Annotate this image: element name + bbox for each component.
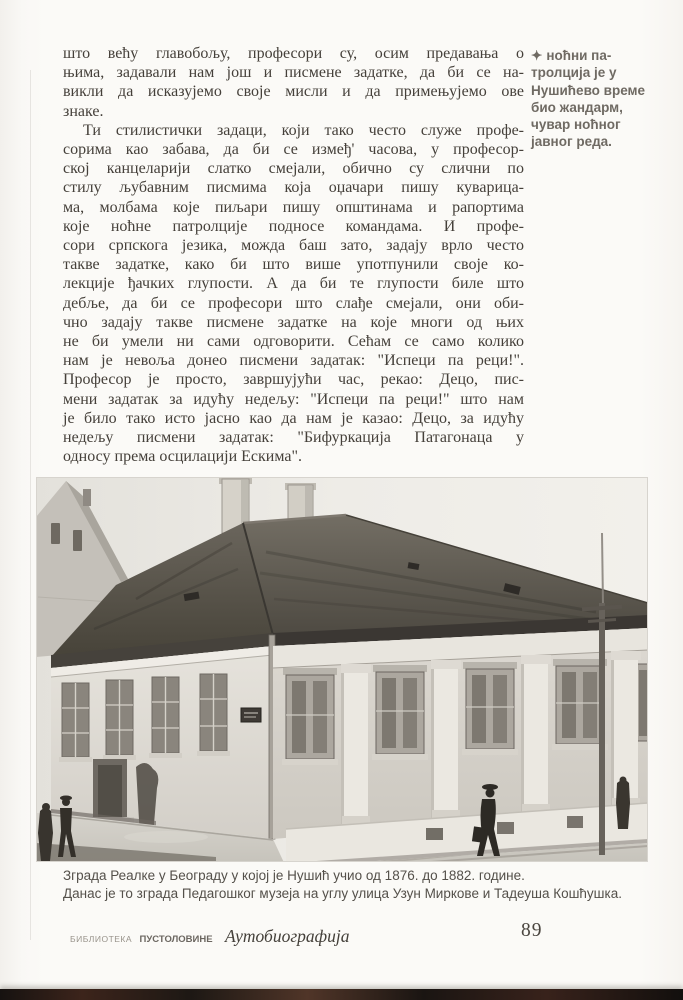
diamond-bullet-icon: ✦ [531,48,543,63]
text-line: је било тако исто јасно као да нам је казао: Децо, за идућу [63,409,524,427]
text-line: односу према осцилацији Ескима". [63,448,303,466]
text-line: не би умели ни сами одговорити. Сећам се само колико [63,333,524,351]
body-text-column [63,44,524,466]
page-number: 89 [521,920,543,941]
street-sign [241,708,261,722]
text-line: које ноћне патролције подносе командама. И профе- [63,217,524,235]
note-line: Нушићево време [531,82,646,98]
scan-edge [0,989,683,1000]
note-line [531,47,649,64]
note-line: јавног реда. [531,134,612,150]
note-line: тролција је у [531,65,617,81]
text-line: ма, молбама које пиљари пишу општинама и рапортима [63,198,524,216]
text-line: што већу главобољу, професори су, осим предавања о [63,45,524,62]
paragraph [63,44,524,121]
text-line: такве задатке, како би што више употпунили своје ко- [63,256,524,274]
photo-illustration [36,477,648,862]
note-line: чувар ноћног [531,117,621,133]
text-line: сорима као забава, да би се измеђ' часова, у професор- [63,141,524,159]
left-facade [51,635,275,839]
text-line: знаке. [63,102,104,120]
note-text: ноћни па- [546,48,612,63]
text-line: њима, задавали нам још и писмене задатке, да би се на- [63,64,524,82]
text-line: стилу љубавним писмима која оџачари пишу куварица- [63,179,524,197]
text-line: недељу писмени задатак: "Бифуркација Патагонаца у [63,429,524,447]
note-line: био жандарм, [531,99,623,115]
book-title: Аутобиографија [225,926,350,946]
library-label: БИБЛИОТЕКА [70,934,133,944]
caption-line: Зграда Реалке у Београду у којој је Нушић учио од 1876. до 1882. године. [63,868,525,883]
realka-building-photo [36,477,648,862]
series-label: ПУСТОЛОВИНЕ [139,934,213,945]
page-crease [30,70,31,940]
text-line: лекције ђачких глупости. А да би те глупости биле што [63,275,524,293]
margin-note [531,47,649,151]
text-line: чно задају такве писмене задатке на које многи од њих [63,313,524,331]
text-line: ској канцеларији слатко смејали, обично су слични по [63,160,524,178]
paragraph [63,121,524,467]
photo-caption [63,867,653,903]
text-line: мени задатак за идућу недељу: "Испеци па реци!" што нам [63,390,524,408]
footer [70,926,349,947]
text-line: викли да исказујемо своје мисли и да примењујемо ове [63,83,524,101]
caption-line: Данас је то зграда Педагошког музеја на углу улица Узун Миркове и Тадеуша Кошћушка. [63,886,622,901]
text-line: Професор је просто, завршујући час, рекао: Децо, пис- [63,371,524,389]
text-line: сори српскога језика, можда баш зато, задају врло често [63,237,524,255]
text-line: Ти стилистички задаци, који тако често служе профе- [83,121,524,139]
text-line: нам је невоља донео писмени задатак: "Испеци па реци!". [63,352,524,370]
text-line: дебље, да би се професори што слађе смејали, они оби- [63,294,524,312]
